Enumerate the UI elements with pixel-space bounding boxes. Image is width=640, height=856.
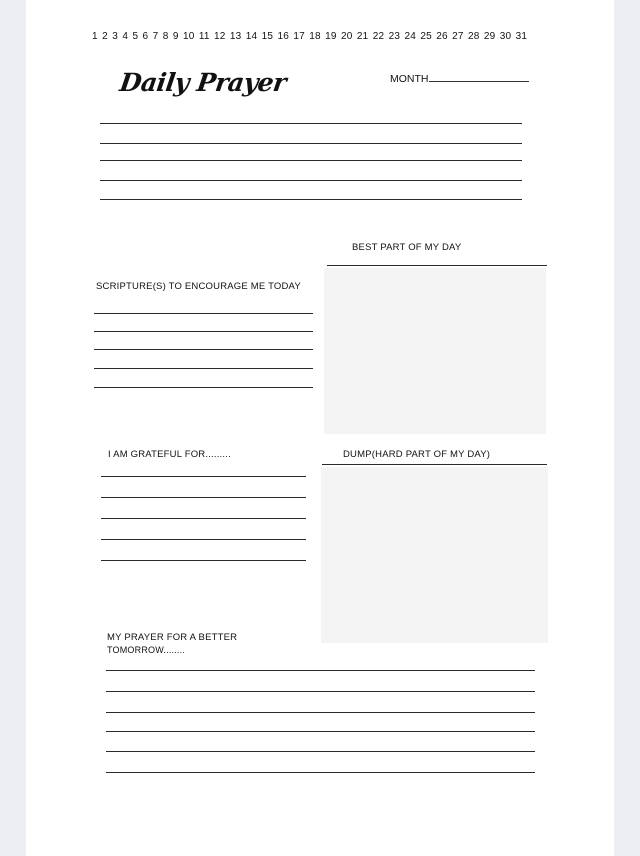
day-number[interactable]: 30 bbox=[499, 31, 512, 42]
day-number[interactable]: 9 bbox=[172, 31, 179, 42]
dump-label: DUMP(HARD PART OF MY DAY) bbox=[343, 449, 491, 460]
day-number[interactable]: 8 bbox=[162, 31, 169, 42]
grateful-line[interactable] bbox=[101, 497, 306, 498]
day-number[interactable]: 15 bbox=[261, 31, 274, 42]
day-number[interactable]: 25 bbox=[420, 31, 432, 42]
tomorrow-line[interactable] bbox=[106, 670, 535, 671]
day-number[interactable]: 29 bbox=[483, 31, 496, 42]
day-number[interactable]: 7 bbox=[152, 31, 159, 42]
best-part-label: BEST PART OF MY DAY bbox=[352, 242, 462, 253]
tomorrow-line[interactable] bbox=[106, 731, 535, 732]
day-number[interactable]: 10 bbox=[182, 31, 195, 42]
day-number[interactable]: 2 bbox=[102, 31, 108, 42]
dump-underline bbox=[322, 464, 547, 465]
prayer-line[interactable] bbox=[100, 143, 522, 144]
grateful-label: I AM GRATEFUL FOR......... bbox=[108, 449, 231, 460]
day-number[interactable]: 12 bbox=[213, 31, 226, 42]
scripture-line[interactable] bbox=[94, 331, 313, 332]
month-field[interactable] bbox=[390, 72, 529, 85]
month-label: MONTH bbox=[390, 73, 429, 85]
day-number[interactable]: 1 bbox=[92, 31, 98, 42]
dump-box[interactable] bbox=[321, 467, 548, 643]
grateful-line[interactable] bbox=[101, 518, 306, 519]
grateful-line[interactable] bbox=[101, 560, 306, 561]
day-number[interactable]: 27 bbox=[452, 31, 464, 42]
day-number[interactable]: 20 bbox=[340, 31, 353, 42]
tomorrow-line[interactable] bbox=[106, 751, 535, 752]
prayer-line[interactable] bbox=[100, 160, 522, 161]
prayer-tomorrow-label: MY PRAYER FOR A BETTER bbox=[107, 632, 238, 643]
day-number[interactable]: 17 bbox=[293, 31, 305, 42]
day-number[interactable]: 16 bbox=[277, 31, 290, 42]
scripture-label: SCRIPTURE(S) TO ENCOURAGE ME TODAY bbox=[96, 281, 301, 292]
scripture-line[interactable] bbox=[94, 349, 313, 350]
day-number[interactable]: 22 bbox=[372, 31, 385, 42]
day-number[interactable]: 6 bbox=[142, 31, 149, 42]
day-number[interactable]: 13 bbox=[229, 31, 242, 42]
grateful-line[interactable] bbox=[101, 539, 306, 540]
prayer-line[interactable] bbox=[100, 123, 522, 124]
best-part-underline bbox=[327, 265, 547, 266]
day-number[interactable]: 4 bbox=[122, 31, 129, 42]
scripture-line[interactable] bbox=[94, 313, 313, 314]
day-number[interactable]: 14 bbox=[245, 31, 258, 42]
day-number[interactable]: 19 bbox=[325, 31, 337, 42]
day-number[interactable]: 28 bbox=[467, 31, 480, 42]
page-title: Daily Prayer bbox=[117, 68, 288, 97]
day-number[interactable]: 18 bbox=[309, 31, 321, 42]
scripture-line[interactable] bbox=[94, 368, 313, 369]
day-number[interactable]: 11 bbox=[198, 31, 210, 42]
prayer-line[interactable] bbox=[100, 180, 522, 181]
day-number[interactable]: 5 bbox=[132, 31, 139, 42]
day-number[interactable]: 23 bbox=[388, 31, 401, 42]
tomorrow-line[interactable] bbox=[106, 712, 535, 713]
grateful-line[interactable] bbox=[101, 476, 306, 477]
day-number[interactable]: 26 bbox=[436, 31, 448, 42]
day-number[interactable]: 24 bbox=[404, 31, 417, 42]
day-number[interactable]: 31 bbox=[515, 31, 528, 42]
best-part-box[interactable] bbox=[324, 268, 546, 434]
prayer-line[interactable] bbox=[100, 199, 522, 200]
tomorrow-line[interactable] bbox=[106, 772, 535, 773]
tomorrow-line[interactable] bbox=[106, 691, 535, 692]
day-number[interactable]: 21 bbox=[356, 31, 369, 42]
month-blank[interactable] bbox=[429, 72, 529, 82]
day-number-row bbox=[92, 31, 552, 42]
day-number[interactable]: 3 bbox=[112, 31, 118, 42]
prayer-tomorrow-label-2: TOMORROW........ bbox=[107, 645, 186, 655]
scripture-line[interactable] bbox=[94, 387, 313, 388]
